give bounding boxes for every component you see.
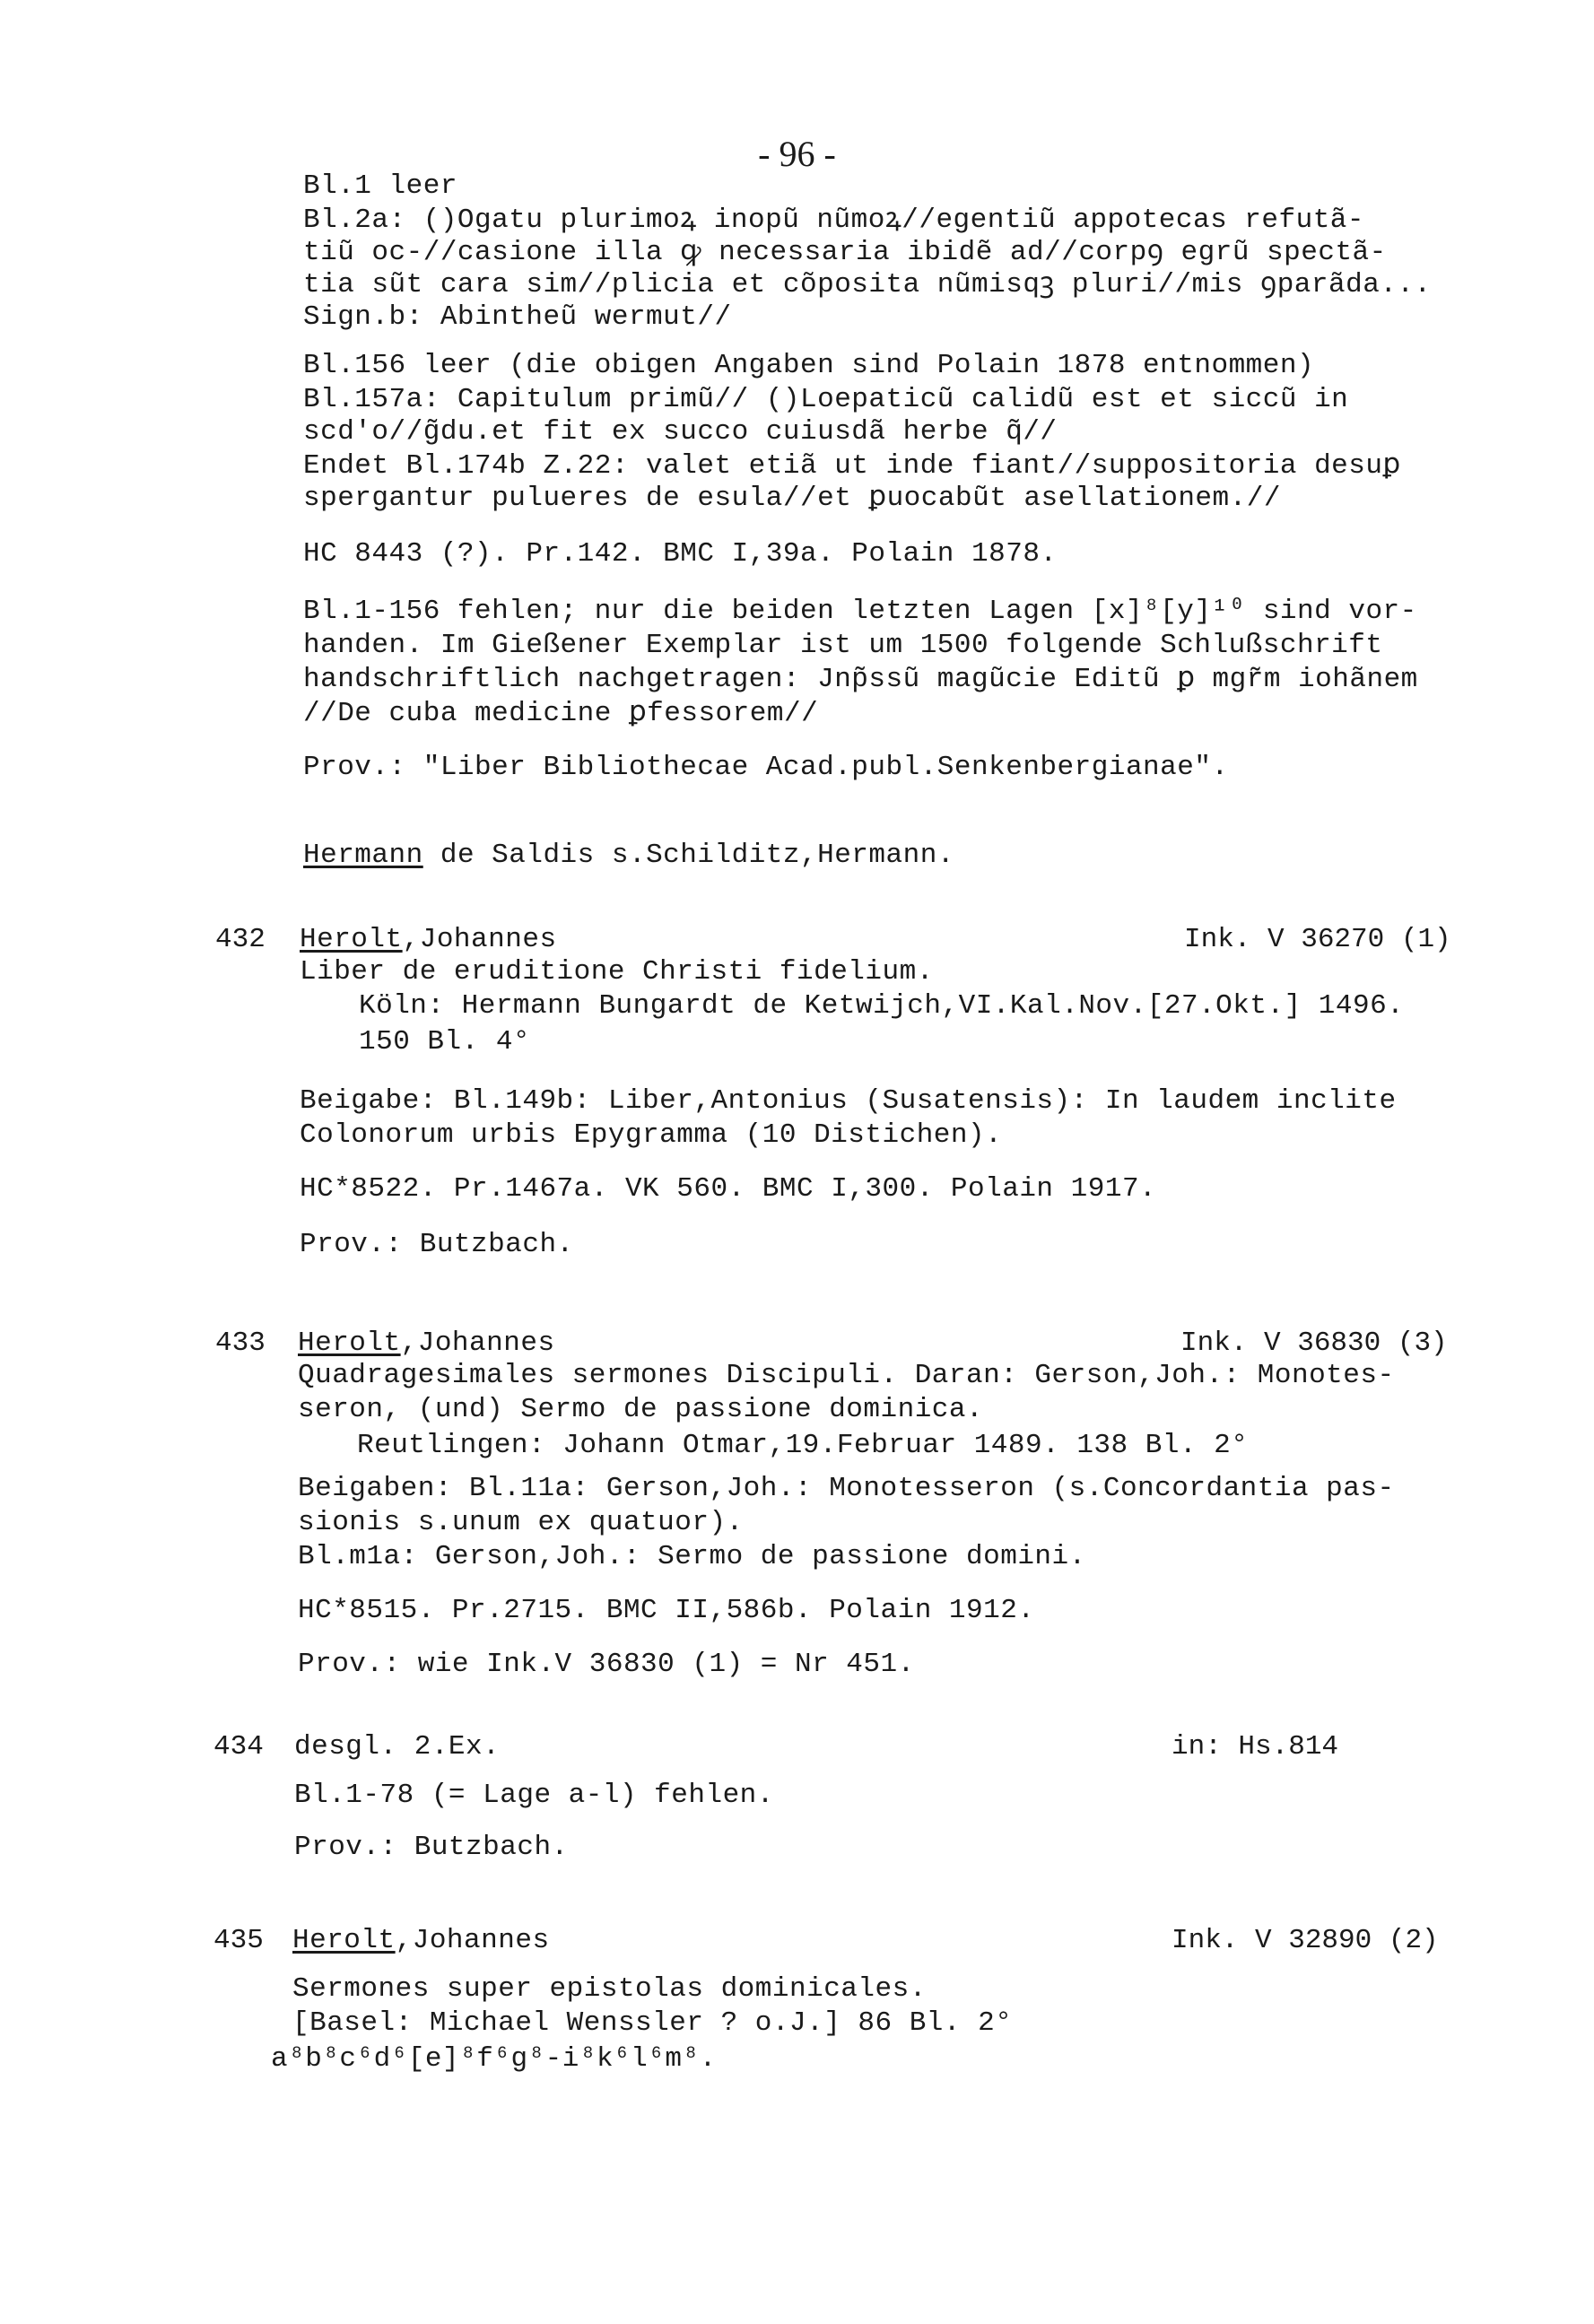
text-line: HC 8443 (?). Pr.142. BMC I,39a. Polain 1878.: [303, 538, 1058, 570]
text-line: Liber de eruditione Christi fidelium.: [300, 956, 934, 988]
text-line: Quadragesimales sermones Discipuli. Daran: Gerson,Joh.: Monotes-: [298, 1360, 1395, 1391]
text-line: Prov.: wie Ink.V 36830 (1) = Nr 451.: [298, 1649, 915, 1680]
text-line: Endet Bl.174b Z.22: valet etiã ut inde fiant//suppositoria desuꝑ: [303, 450, 1401, 482]
text-line: Beigabe: Bl.149b: Liber,Antonius (Susatensis): In laudem inclite: [300, 1085, 1397, 1117]
shelfmark: Ink. V 32890 (2): [1172, 1925, 1439, 1956]
text-line: Bl.2a: ()Ogatu plurimoꝝ inopũ nũmoꝝ//egentiũ appotecas refutã-: [303, 205, 1365, 236]
entry-number: 433: [215, 1327, 266, 1359]
text-line: Bl.157a: Capitulum primũ// ()Loepaticũ calidũ est et siccũ in: [303, 384, 1349, 415]
entry-number: 435: [213, 1925, 264, 1956]
shelfmark: in: Hs.814: [1172, 1731, 1339, 1763]
text-line: Prov.: "Liber Bibliothecae Acad.publ.Senkenbergianae".: [303, 752, 1229, 783]
entry-heading: [298, 1327, 555, 1360]
page-number: - 96 -: [758, 134, 836, 174]
text-line: Reutlingen: Johann Otmar,19.Februar 1489. 138 Bl. 2°: [357, 1430, 1249, 1461]
text-line: Bl.1-156 fehlen; nur die beiden letzten Lagen [x]⁸[y]¹⁰ sind vor-: [303, 596, 1417, 627]
text-line: Colonorum urbis Epygramma (10 Distichen).: [300, 1119, 1003, 1151]
entry-heading: [300, 924, 557, 956]
text-line: Sign.b: Abintheũ wermut//: [303, 301, 732, 333]
entry-heading: [292, 1925, 550, 1957]
text-line: Köln: Hermann Bungardt de Ketwijch,VI.Kal.Nov.[27.Okt.] 1496.: [359, 990, 1405, 1022]
text-line: Prov.: Butzbach.: [294, 1832, 569, 1863]
text-line: handen. Im Gießener Exemplar ist um 1500 folgende Schlußschrift: [303, 630, 1383, 661]
text-line: tia sũt cara sim//plicia et cõposita nũmisqꝫ pluri//mis ꝯparãda...: [303, 269, 1432, 300]
author-heading-rest: ,Johannes: [400, 1327, 555, 1359]
text-line: Sermones super epistolas dominicales.: [292, 1973, 927, 2005]
shelfmark: Ink. V 36830 (3): [1180, 1327, 1448, 1359]
text-line: spergantur pulueres de esula//et ꝑuocabũt asellationem.//: [303, 483, 1281, 514]
author-heading-rest: desgl. 2.Ex.: [294, 1731, 501, 1763]
text-line: Bl.m1a: Gerson,Joh.: Sermo de passione domini.: [298, 1541, 1086, 1572]
text-line: Bl.1-78 (= Lage a-l) fehlen.: [294, 1780, 774, 1811]
cross-reference-name: Hermann: [303, 840, 423, 871]
author-heading-rest: ,Johannes: [395, 1925, 550, 1956]
text-line: //De cuba medicine ꝑfessorem//: [303, 698, 819, 729]
text-line: handschriftlich nachgetragen: Jnp̃ssũ magũcie Editũ ꝑ mgr̃m iohãnem: [303, 664, 1418, 695]
text-line: Beigaben: Bl.11a: Gerson,Joh.: Monotesseron (s.Concordantia pas-: [298, 1473, 1395, 1504]
text-line: Bl.1 leer: [303, 170, 457, 202]
text-line: HC*8522. Pr.1467a. VK 560. BMC I,300. Polain 1917.: [300, 1173, 1157, 1205]
text-line: scd'o//g̃du.et fit ex succo cuiusdã herbe q̃//: [303, 416, 1058, 448]
text-line: Prov.: Butzbach.: [300, 1229, 574, 1260]
text-line: 150 Bl. 4°: [359, 1026, 531, 1058]
entry-number: 434: [213, 1731, 264, 1763]
text-line: Bl.156 leer (die obigen Angaben sind Polain 1878 entnommen): [303, 350, 1315, 381]
text-line: sionis s.unum ex quatuor).: [298, 1507, 744, 1538]
shelfmark: Ink. V 36270 (1): [1184, 924, 1451, 955]
text-line: tiũ oc-//casione illa ꝙ necessaria ibidẽ ad//corpꝯ egrũ spectã-: [303, 237, 1387, 268]
text-line: [303, 840, 954, 872]
text-line: seron, (und) Sermo de passione dominica.: [298, 1394, 984, 1425]
text-line: [Basel: Michael Wenssler ? o.J.] 86 Bl. 2°: [292, 2007, 1013, 2039]
text-line: HC*8515. Pr.2715. BMC II,586b. Polain 1912.: [298, 1595, 1035, 1626]
author-name: Herolt: [298, 1327, 401, 1359]
entry-number: 432: [215, 924, 266, 955]
text-line: a⁸b⁸c⁶d⁶[e]⁸f⁶g⁸-i⁸k⁶l⁶m⁸.: [271, 2043, 717, 2075]
entry-heading: [294, 1731, 500, 1763]
author-name: Herolt: [292, 1925, 396, 1956]
author-name: Herolt: [300, 924, 403, 955]
author-heading-rest: ,Johannes: [402, 924, 557, 955]
cross-reference-text: de Saldis s.Schilditz,Hermann.: [422, 840, 954, 871]
